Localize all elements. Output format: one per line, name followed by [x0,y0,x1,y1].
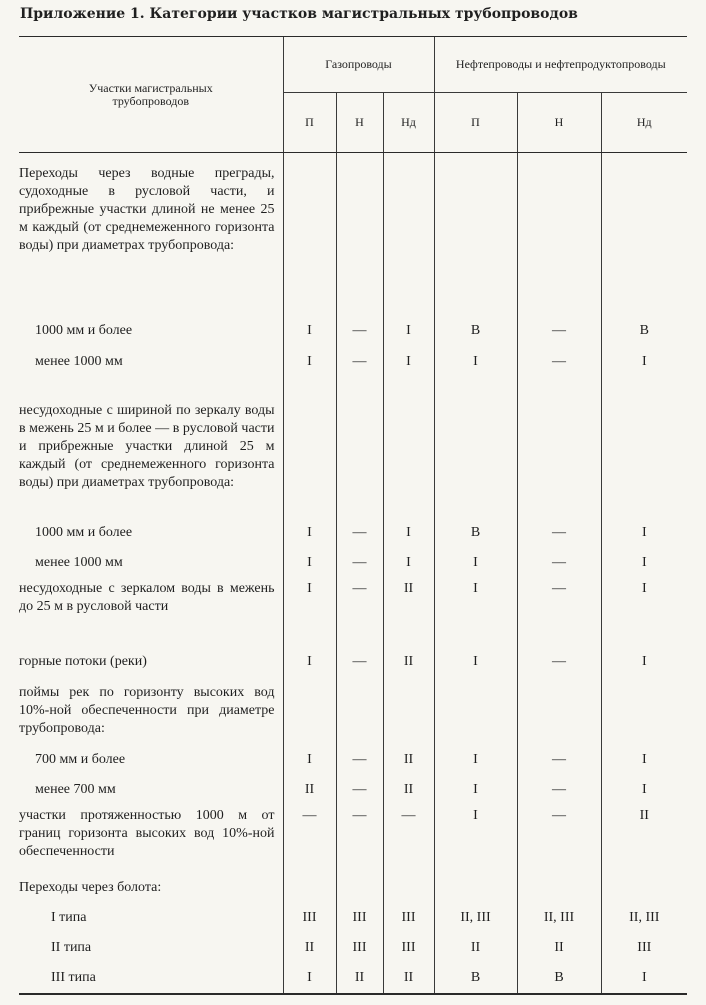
row-label: III типа [19,963,283,994]
cell-gas-p: II [283,933,336,963]
row-label: несудоходные с зеркалом воды в межень до 25 м в русловой части [19,581,275,614]
cell-oil-n [517,153,601,316]
cell-oil-p: I [434,775,517,805]
table-row [19,963,687,994]
row-label: 700 мм и более [35,751,126,767]
table-row [19,517,687,548]
cell-oil-nd: I [601,347,687,377]
cell-oil-n: II [517,933,601,963]
table-row [19,933,687,963]
cell-gas-nd: I [383,347,434,377]
header-oil-pipelines: Нефтепроводы и нефтепродуктопроводы [434,37,687,93]
cell-gas-n [336,873,383,903]
header-gas-pipelines: Газопроводы [283,37,434,93]
cell-oil-p: II [434,933,517,963]
row-label: 1000 мм и более [35,524,133,540]
cell-gas-p: I [283,963,336,994]
cell-gas-n: — [336,805,383,873]
cell-gas-p: I [283,548,336,578]
cell-gas-n: III [336,903,383,933]
row-label: горные потоки (реки) [19,654,147,669]
cell-oil-nd: I [601,646,687,678]
categories-table [19,36,687,995]
cell-gas-nd: III [383,933,434,963]
cell-oil-n [517,678,601,744]
cell-gas-p: I [283,315,336,347]
cell-oil-p [434,153,517,316]
row-label: 1000 мм и более [35,323,133,338]
cell-gas-n: — [336,744,383,775]
cell-gas-p: I [283,744,336,775]
cell-oil-p: II, III [434,903,517,933]
cell-oil-n: — [517,775,601,805]
cell-oil-n: — [517,347,601,377]
cell-oil-n: — [517,646,601,678]
cell-gas-n [336,678,383,744]
cell-gas-n: II [336,963,383,994]
table-row [19,377,687,517]
cell-gas-nd: II [383,578,434,646]
cell-oil-nd: В [601,315,687,347]
page-title: Приложение 1. Категории участков магистральных трубопроводов [20,6,578,22]
cell-oil-nd [601,377,687,517]
cell-gas-n [336,377,383,517]
cell-oil-p: I [434,578,517,646]
cell-gas-n: — [336,517,383,548]
cell-gas-n: — [336,548,383,578]
cell-oil-n: — [517,805,601,873]
header-oil-p: П [434,93,517,153]
cell-gas-p [283,678,336,744]
header-oil-nd: Нд [601,93,687,153]
table-row [19,347,687,377]
cell-gas-n: III [336,933,383,963]
cell-oil-p: I [434,646,517,678]
cell-oil-p: I [434,805,517,873]
header-gas-n: Н [336,93,383,153]
row-label: менее 700 мм [35,782,116,797]
cell-oil-p: I [434,548,517,578]
cell-gas-nd [383,377,434,517]
cell-gas-n: — [336,578,383,646]
cell-oil-nd: I [601,517,687,548]
cell-gas-n: — [336,347,383,377]
cell-oil-nd: III [601,933,687,963]
cell-gas-p [283,153,336,316]
cell-gas-n: — [336,315,383,347]
row-label: несудоходные с шириной по зеркалу воды в межень 25 м и более — в русловой части и прибрежные участки длиной 25 м каждый (от среднемеженного горизонта воды) при диаметрах трубопровода: [19,403,275,490]
header-oil-n: Н [517,93,601,153]
table-row [19,578,687,646]
cell-oil-p: I [434,744,517,775]
cell-gas-nd: I [383,517,434,548]
cell-oil-p: I [434,347,517,377]
table-row [19,903,687,933]
table-row [19,153,687,316]
cell-oil-p: В [434,315,517,347]
row-label: поймы рек по горизонту высоких вод 10%-ной обеспеченности при диаметре трубопровода: [19,685,275,736]
table-row [19,315,687,347]
table-row [19,678,687,744]
cell-gas-p: II [283,775,336,805]
cell-oil-nd: II, III [601,903,687,933]
cell-gas-nd: II [383,646,434,678]
row-label: II типа [51,940,92,955]
cell-oil-n: — [517,315,601,347]
cell-oil-nd: I [601,548,687,578]
cell-gas-p: III [283,903,336,933]
cell-gas-p [283,873,336,903]
cell-oil-p [434,678,517,744]
cell-oil-n: — [517,548,601,578]
cell-oil-p [434,377,517,517]
cell-gas-p: I [283,578,336,646]
row-label: Переходы через водные преграды, судоходные в русловой части, и прибрежные участки длиной не менее 25 м каждый (от среднемеженного горизонта воды) при диаметрах трубопровода: [19,166,275,253]
cell-gas-nd: II [383,744,434,775]
cell-gas-p: I [283,646,336,678]
cell-gas-nd: I [383,315,434,347]
cell-gas-nd: III [383,903,434,933]
cell-gas-nd: II [383,775,434,805]
cell-oil-p: В [434,963,517,994]
cell-oil-p: В [434,517,517,548]
cell-oil-n: — [517,578,601,646]
table-row [19,646,687,678]
cell-gas-n: — [336,646,383,678]
table-row [19,873,687,903]
cell-gas-nd [383,678,434,744]
cell-oil-p [434,873,517,903]
cell-gas-nd: II [383,963,434,994]
cell-gas-nd: I [383,548,434,578]
cell-gas-nd [383,873,434,903]
table-row [19,805,687,873]
cell-oil-nd [601,153,687,316]
table-row [19,775,687,805]
cell-oil-n: — [517,744,601,775]
cell-oil-nd [601,678,687,744]
cell-gas-nd: — [383,805,434,873]
header-gas-nd: Нд [383,93,434,153]
cell-oil-nd [601,873,687,903]
row-label: I типа [51,910,87,925]
row-label: менее 1000 мм [35,354,123,369]
row-label: участки протяженностью 1000 м от границ горизонта высоких вод 10%-ной обеспеченности [19,808,275,859]
cell-oil-n: — [517,517,601,548]
table-row [19,744,687,775]
cell-gas-p [283,377,336,517]
row-label: менее 1000 мм [35,555,123,570]
cell-oil-nd: I [601,578,687,646]
cell-oil-n: II, III [517,903,601,933]
cell-gas-p: I [283,347,336,377]
cell-oil-n [517,873,601,903]
row-label: Переходы через болота: [19,880,162,895]
cell-oil-nd: I [601,963,687,994]
cell-oil-n [517,377,601,517]
cell-oil-nd: I [601,744,687,775]
cell-gas-p: — [283,805,336,873]
cell-oil-n: В [517,963,601,994]
cell-gas-n [336,153,383,316]
header-sections: Участки магистральных трубопроводов [19,37,283,153]
cell-gas-p: I [283,517,336,548]
cell-oil-nd: II [601,805,687,873]
cell-gas-n: — [336,775,383,805]
cell-gas-nd [383,153,434,316]
header-gas-p: П [283,93,336,153]
cell-oil-nd: I [601,775,687,805]
table-row [19,548,687,578]
